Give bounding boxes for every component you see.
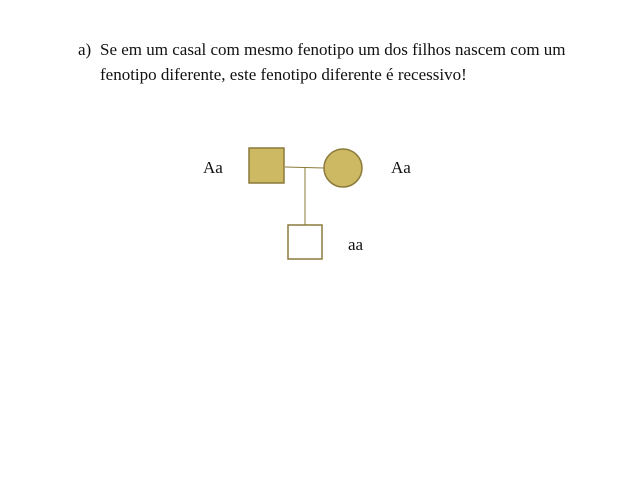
child-genotype-label: aa: [348, 235, 364, 254]
list-marker: a): [78, 40, 92, 59]
child-unaffected-square: [288, 225, 322, 259]
father-affected-square: [249, 148, 284, 183]
mother-affected-circle: [324, 149, 362, 187]
father-genotype-label: Aa: [203, 158, 223, 177]
mother-genotype-label: Aa: [391, 158, 411, 177]
statement-text: Se em um casal com mesmo fenotipo um dos filhos nascem com um fenotipo diferente, este fenotipo diferente é recessivo!: [100, 40, 566, 84]
